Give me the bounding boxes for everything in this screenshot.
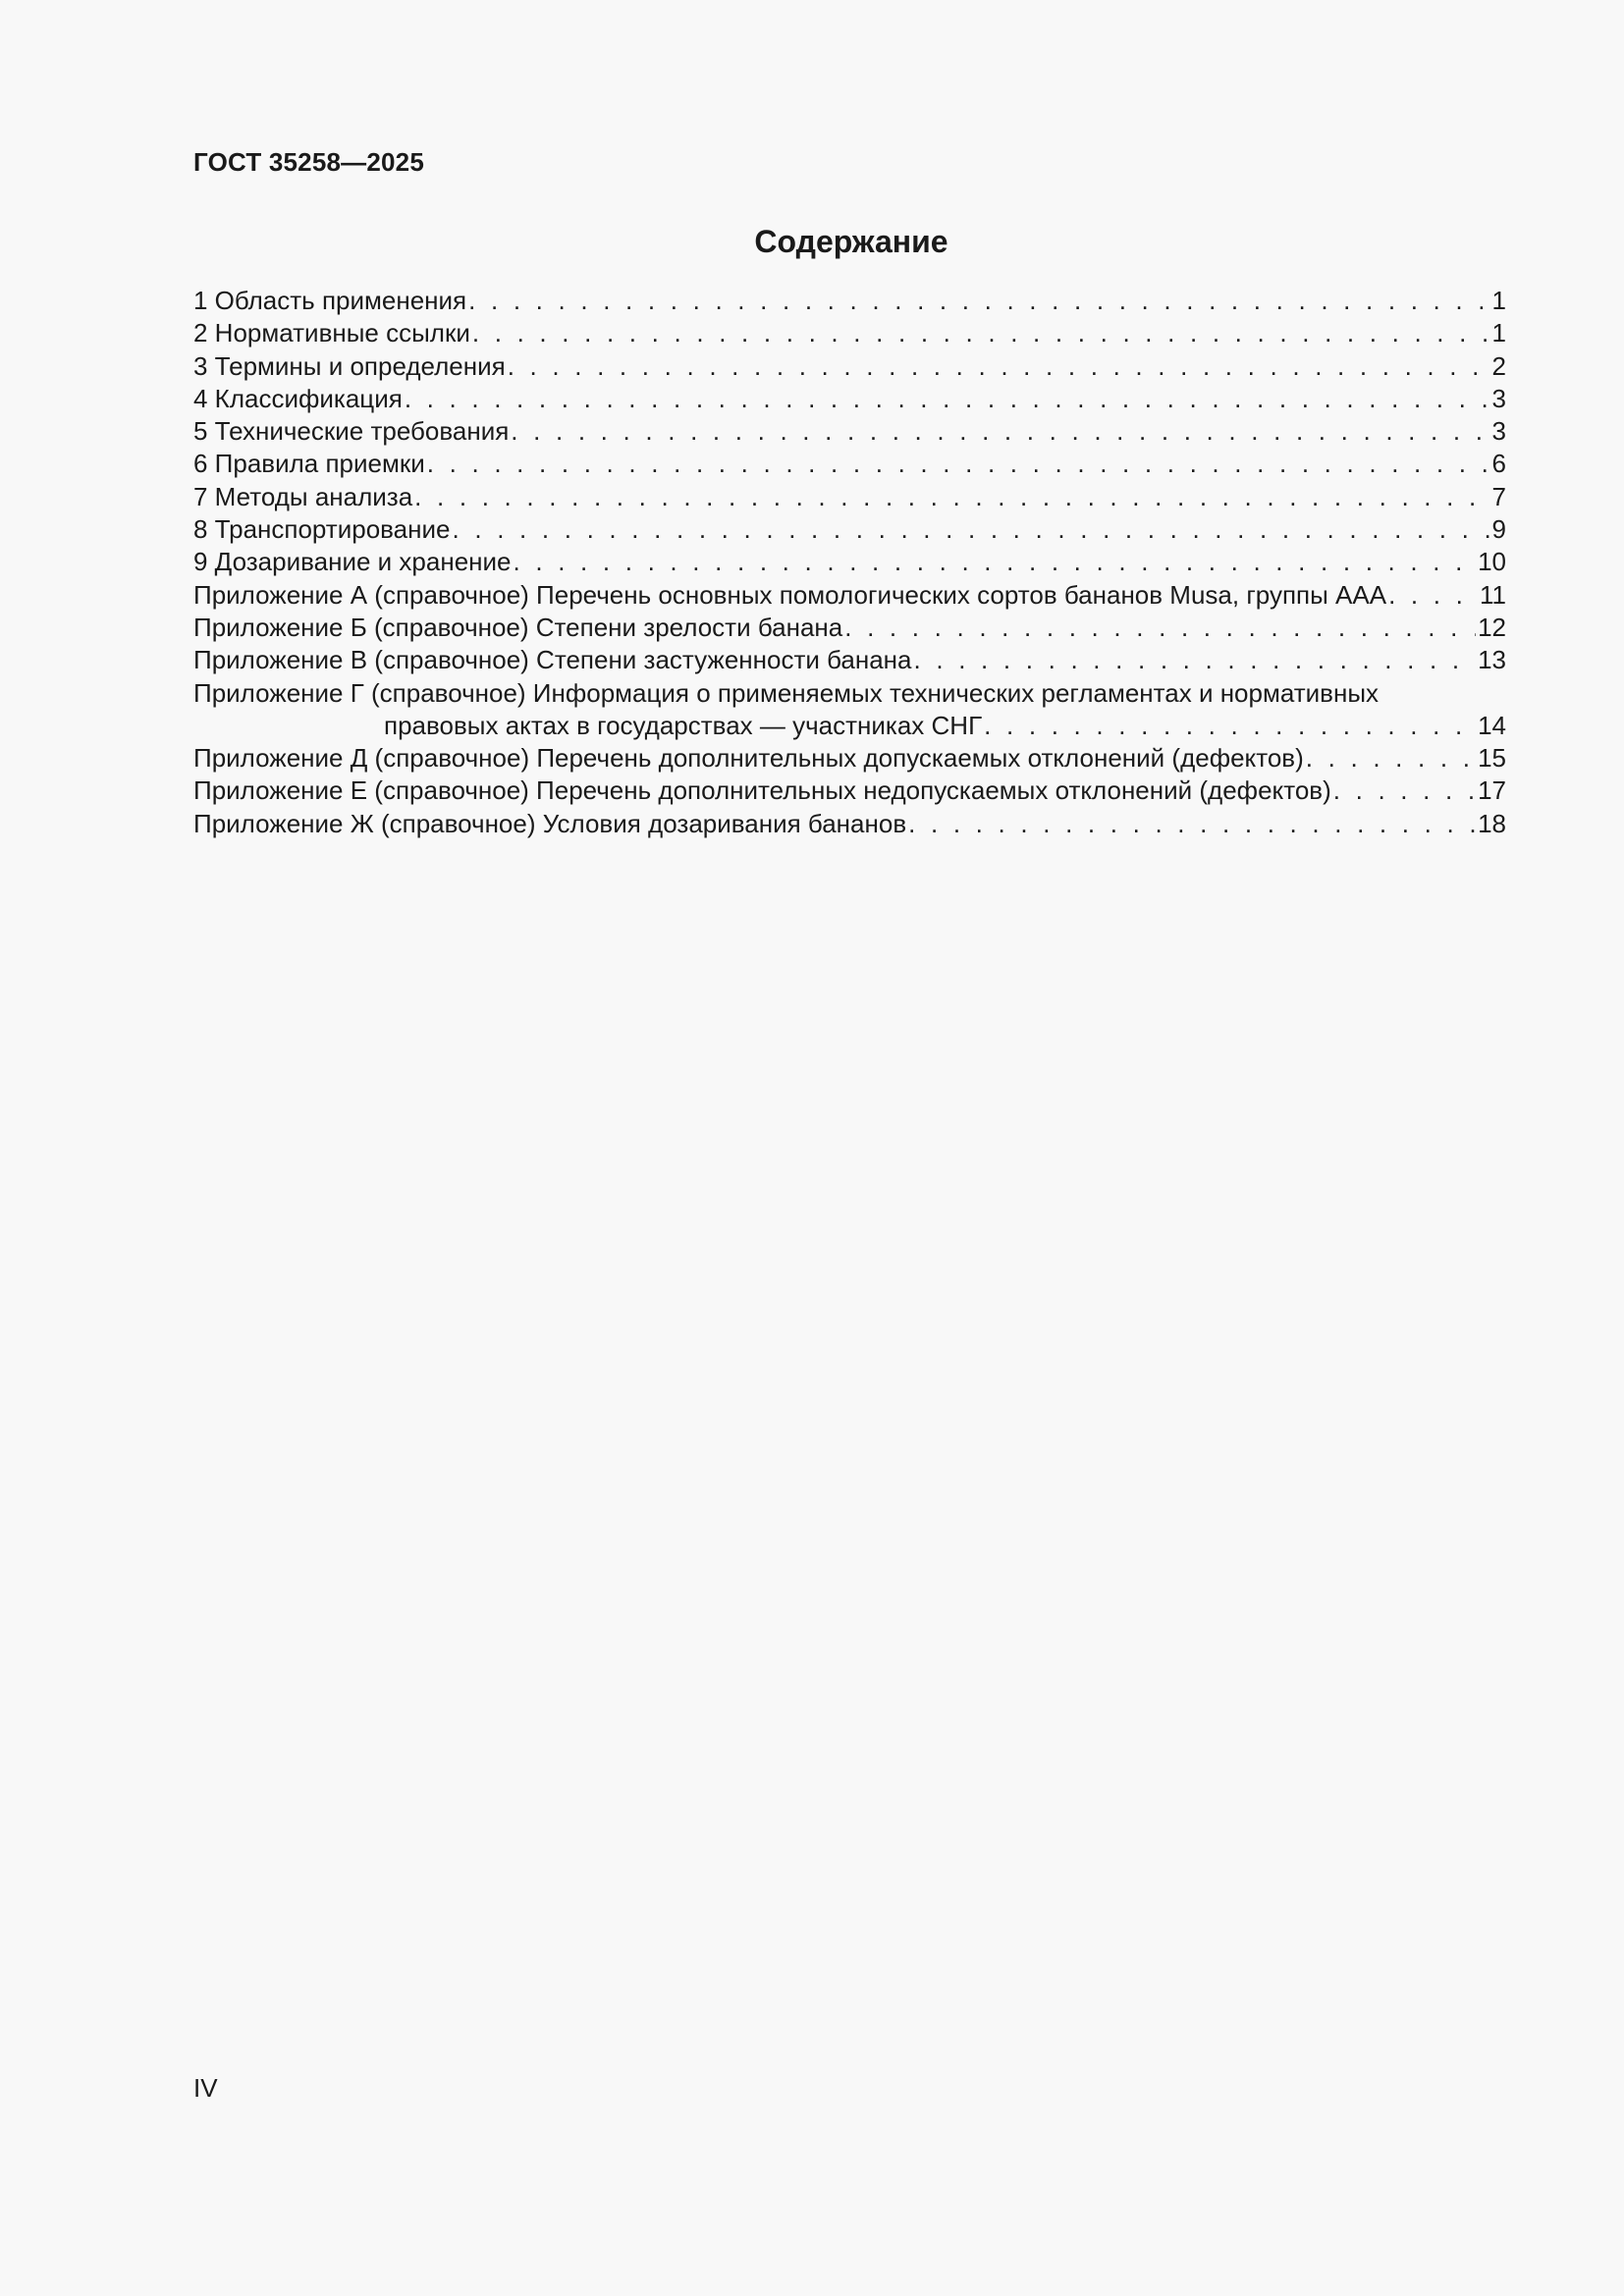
document-id: ГОСТ 35258—2025 <box>193 147 424 177</box>
dot-leader <box>511 415 1489 448</box>
toc-entry-text: 6 Правила приемки <box>193 449 425 479</box>
dot-leader <box>453 513 1490 546</box>
dot-leader <box>1306 742 1476 774</box>
toc-entry-text: Приложение Д (справочное) Перечень дополнительных допускаемых отклонений (дефектов) <box>193 743 1304 774</box>
toc-entry-page: 7 <box>1491 481 1506 511</box>
toc-entry-8[interactable] <box>193 513 1506 546</box>
toc-entry-appendix-a[interactable] <box>193 579 1506 612</box>
dot-leader <box>1333 774 1476 807</box>
toc-entry-page: 3 <box>1491 383 1506 413</box>
toc-entry-appendix-e[interactable] <box>193 774 1506 807</box>
dot-leader <box>1388 579 1478 612</box>
toc-entry-text: Приложение Б (справочное) Степени зрелости банана <box>193 612 843 642</box>
toc-entry-text: 3 Термины и определения <box>193 350 506 381</box>
table-of-contents <box>193 285 1506 840</box>
toc-entry-5[interactable] <box>193 415 1506 448</box>
toc-entry-text: 4 Классификация <box>193 383 403 413</box>
toc-entry-text: Приложение В (справочное) Степени застуженности банана <box>193 645 912 675</box>
toc-entry-appendix-g[interactable] <box>193 677 1506 743</box>
toc-entry-text: Приложение Е (справочное) Перечень дополнительных недопускаемых отклонений (дефектов) <box>193 775 1331 806</box>
dot-leader <box>508 350 1490 383</box>
toc-entry-text: Приложение А (справочное) Перечень основных помологических сортов бананов Musa, группы ААА <box>193 579 1387 610</box>
toc-entry-9[interactable] <box>193 546 1506 578</box>
toc-entry-7[interactable] <box>193 481 1506 513</box>
toc-entry-page: 18 <box>1478 808 1506 838</box>
toc-entry-text-continued: правовых актах в государствах — участниках СНГ <box>384 710 983 740</box>
toc-title: Содержание <box>754 224 948 259</box>
toc-entry-page: 1 <box>1491 286 1506 315</box>
dot-leader <box>914 644 1477 676</box>
toc-entry-appendix-d[interactable] <box>193 742 1506 774</box>
dot-leader <box>472 317 1490 349</box>
page-number: IV <box>193 2073 218 2103</box>
dot-leader <box>514 546 1477 578</box>
toc-entry-text: 1 Область применения <box>193 286 467 315</box>
dot-leader <box>427 448 1490 480</box>
toc-entry-page: 2 <box>1491 350 1506 381</box>
toc-entry-page: 1 <box>1491 318 1506 348</box>
toc-entry-page: 9 <box>1491 514 1506 545</box>
toc-entry-text: 2 Нормативные ссылки <box>193 318 470 348</box>
toc-entry-4[interactable] <box>193 383 1506 415</box>
toc-entry-text: 5 Технические требования <box>193 416 510 447</box>
toc-entry-text: Приложение Ж (справочное) Условия дозаривания бананов <box>193 808 907 838</box>
toc-entry-page: 17 <box>1478 775 1506 806</box>
toc-entry-page: 6 <box>1491 449 1506 479</box>
dot-leader <box>405 383 1490 415</box>
dot-leader <box>844 612 1476 644</box>
dot-leader <box>468 285 1489 317</box>
toc-entry-page: 12 <box>1478 612 1506 642</box>
toc-entry-page: 11 <box>1480 579 1506 610</box>
toc-entry-page: 14 <box>1478 710 1506 740</box>
toc-entry-6[interactable] <box>193 448 1506 480</box>
toc-entry-page: 3 <box>1491 416 1506 447</box>
toc-entry-3[interactable] <box>193 350 1506 383</box>
toc-entry-2[interactable] <box>193 317 1506 349</box>
toc-entry-page: 10 <box>1478 547 1506 577</box>
toc-entry-1[interactable] <box>193 285 1506 317</box>
toc-entry-text: 7 Методы анализа <box>193 481 413 511</box>
toc-entry-text: Приложение Г (справочное) Информация о применяемых технических регламентах и нормативных <box>193 677 1380 708</box>
dot-leader <box>414 481 1489 513</box>
toc-entry-appendix-b[interactable] <box>193 612 1506 644</box>
toc-entry-page: 15 <box>1478 743 1506 774</box>
toc-entry-text: 8 Транспортирование <box>193 514 451 545</box>
toc-entry-appendix-zh[interactable] <box>193 808 1506 840</box>
dot-leader <box>908 808 1476 840</box>
dot-leader <box>984 710 1476 742</box>
toc-entry-appendix-v[interactable] <box>193 644 1506 676</box>
toc-entry-text: 9 Дозаривание и хранение <box>193 547 512 577</box>
toc-entry-page: 13 <box>1478 645 1506 675</box>
